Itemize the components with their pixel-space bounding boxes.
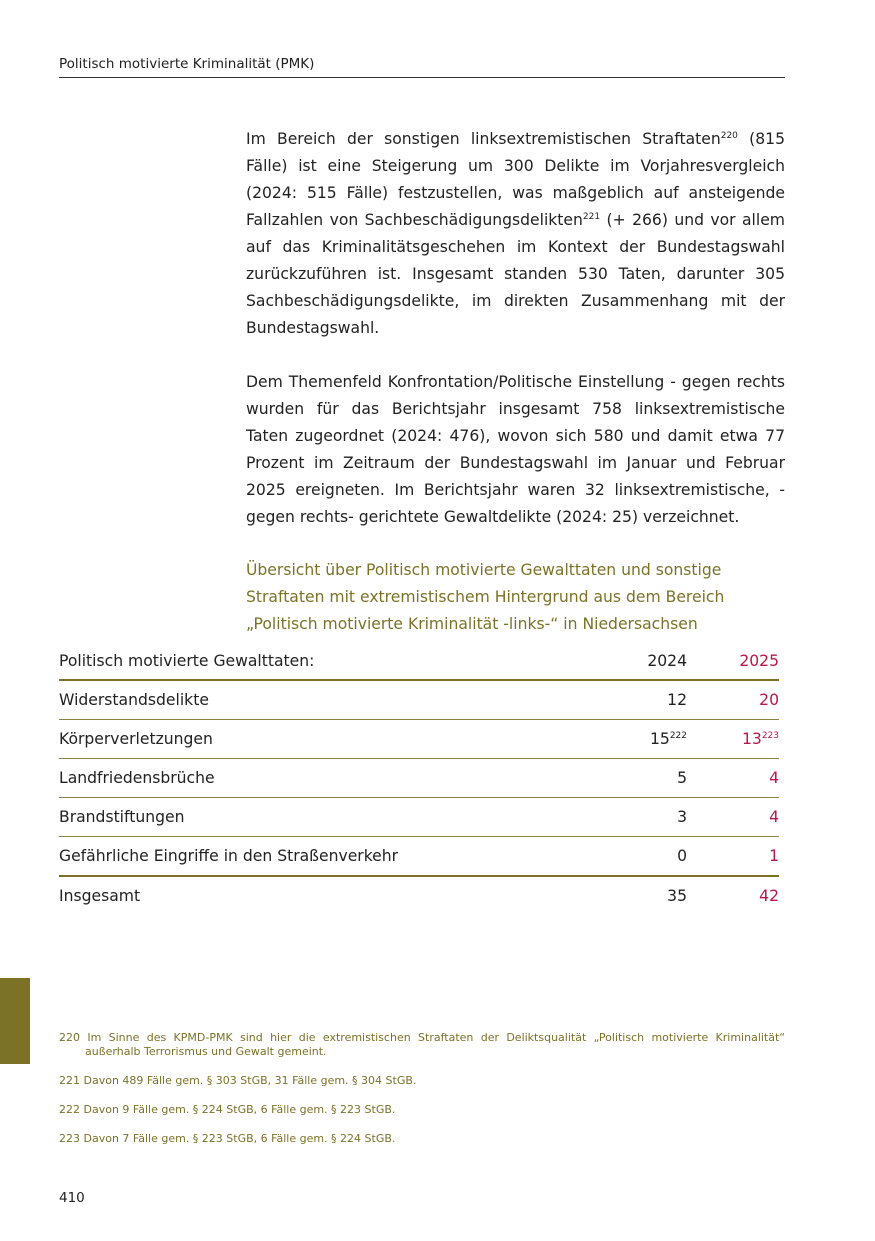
- footnote-number: 222: [59, 1103, 80, 1116]
- value-2025: 4: [769, 808, 779, 826]
- header-year-2025: 2025: [739, 652, 779, 670]
- footnote-221: [59, 1074, 785, 1088]
- value-2024: 0: [677, 847, 687, 865]
- footnote-text: Davon 9 Fälle gem. § 224 StGB, 6 Fälle gem. § 223 StGB.: [83, 1103, 396, 1116]
- value-2024: 3: [677, 808, 687, 826]
- footnote-ref-222: 222: [669, 731, 687, 741]
- value-2024-cell: [567, 720, 687, 759]
- value-2025: 13: [741, 730, 762, 748]
- chapter-side-tab: [0, 978, 30, 1064]
- footnote-ref-221: 221: [582, 212, 601, 222]
- paragraph-themenfeld-konfrontation: Dem Themenfeld Konfrontation/Politische Einstellung - gegen rechts wurden für das Berichtsjahr insgesamt 758 linksextremistische Taten zugeordnet (2024: 476), wovon sich 580 und damit etwa 77 Prozent im Zeitraum der Bundestagswahl im Januar und Februar 2025 ereigneten. Im Berichtsjahr waren 32 linksextremistische, -gegen rechts- gerichtete Gewaltdelikte (2024: 25) verzeichnet.: [246, 373, 785, 526]
- paragraph-text: (+ 266) und vor allem auf das Kriminalitätsgeschehen im Kontext der Bundestagswahl zurückzuführen ist. Insgesamt standen 530 Taten, darunter 305 Sachbeschädigungsdelikte, im direkten Zusammenhang mit der Bundestagswahl.: [246, 211, 785, 337]
- paragraph-linksextremistische-straftaten: [246, 126, 785, 342]
- table-caption: Übersicht über Politisch motivierte Gewalttaten und sonstige Straftaten mit extremistischem Hintergrund aus dem Bereich „Politisch motivierte Kriminalität -links-“ in Niedersachsen: [246, 561, 725, 633]
- running-header: Politisch motivierte Kriminalität (PMK): [59, 56, 785, 78]
- footnote-number: 220: [59, 1031, 80, 1044]
- table-row: [59, 720, 779, 759]
- row-label: Brandstiftungen: [59, 808, 185, 826]
- paragraph-text: (815 Fälle) ist eine Steigerung um 300 Delikte im Vorjahresvergleich (2024: 515 Fälle) festzustellen, was maßgeblich auf ansteigende Fallzahlen von Sachbeschädigungsdelikten: [246, 130, 785, 229]
- violence-statistics-table: [59, 643, 779, 915]
- row-label: Widerstandsdelikte: [59, 691, 209, 709]
- footnote-number: 223: [59, 1132, 80, 1145]
- footnote-222: [59, 1103, 785, 1117]
- value-2025: 1: [769, 847, 779, 865]
- total-2024: 35: [667, 887, 687, 905]
- page-number: 410: [59, 1190, 85, 1206]
- footnote-ref-220: 220: [720, 131, 738, 141]
- footnote-220: [59, 1031, 785, 1059]
- footnote-223: [59, 1132, 785, 1146]
- value-2025: 4: [769, 769, 779, 787]
- paragraph-text: Im Bereich der sonstigen linksextremistischen Straftaten: [246, 130, 721, 148]
- table-total-row: [59, 876, 779, 915]
- footnote-text: Im Sinne des KPMD-PMK sind hier die extremistischen Straftaten der Deliktsqualität „Politisch motivierte Kriminalität“ außerhalb Terrorismus und Gewalt gemeint.: [85, 1031, 785, 1058]
- header-label: Politisch motivierte Gewalttaten:: [59, 652, 315, 670]
- footnote-number: 221: [59, 1074, 80, 1087]
- footnote-text: Davon 7 Fälle gem. § 223 StGB, 6 Fälle gem. § 224 StGB.: [83, 1132, 396, 1145]
- footnotes: [59, 1031, 785, 1161]
- table-row: [59, 759, 779, 798]
- value-2025-cell: [687, 720, 779, 759]
- row-label: Gefährliche Eingriffe in den Straßenverkehr: [59, 847, 399, 865]
- total-2025: 42: [759, 887, 779, 905]
- header-year-2024: 2024: [647, 652, 687, 670]
- table-row: [59, 798, 779, 837]
- total-label: Insgesamt: [59, 887, 141, 905]
- value-2024: 12: [667, 691, 687, 709]
- table-header-row: [59, 643, 779, 680]
- value-2024: 5: [677, 769, 687, 787]
- footnote-text: Davon 489 Fälle gem. § 303 StGB, 31 Fälle gem. § 304 StGB.: [83, 1074, 417, 1087]
- table-row: [59, 837, 779, 877]
- row-label: Landfriedensbrüche: [59, 769, 215, 787]
- table-row: [59, 680, 779, 720]
- footnote-ref-223: 223: [761, 731, 779, 741]
- value-2025: 20: [759, 691, 779, 709]
- value-2024: 15: [649, 730, 670, 748]
- row-label: Körperverletzungen: [59, 730, 213, 748]
